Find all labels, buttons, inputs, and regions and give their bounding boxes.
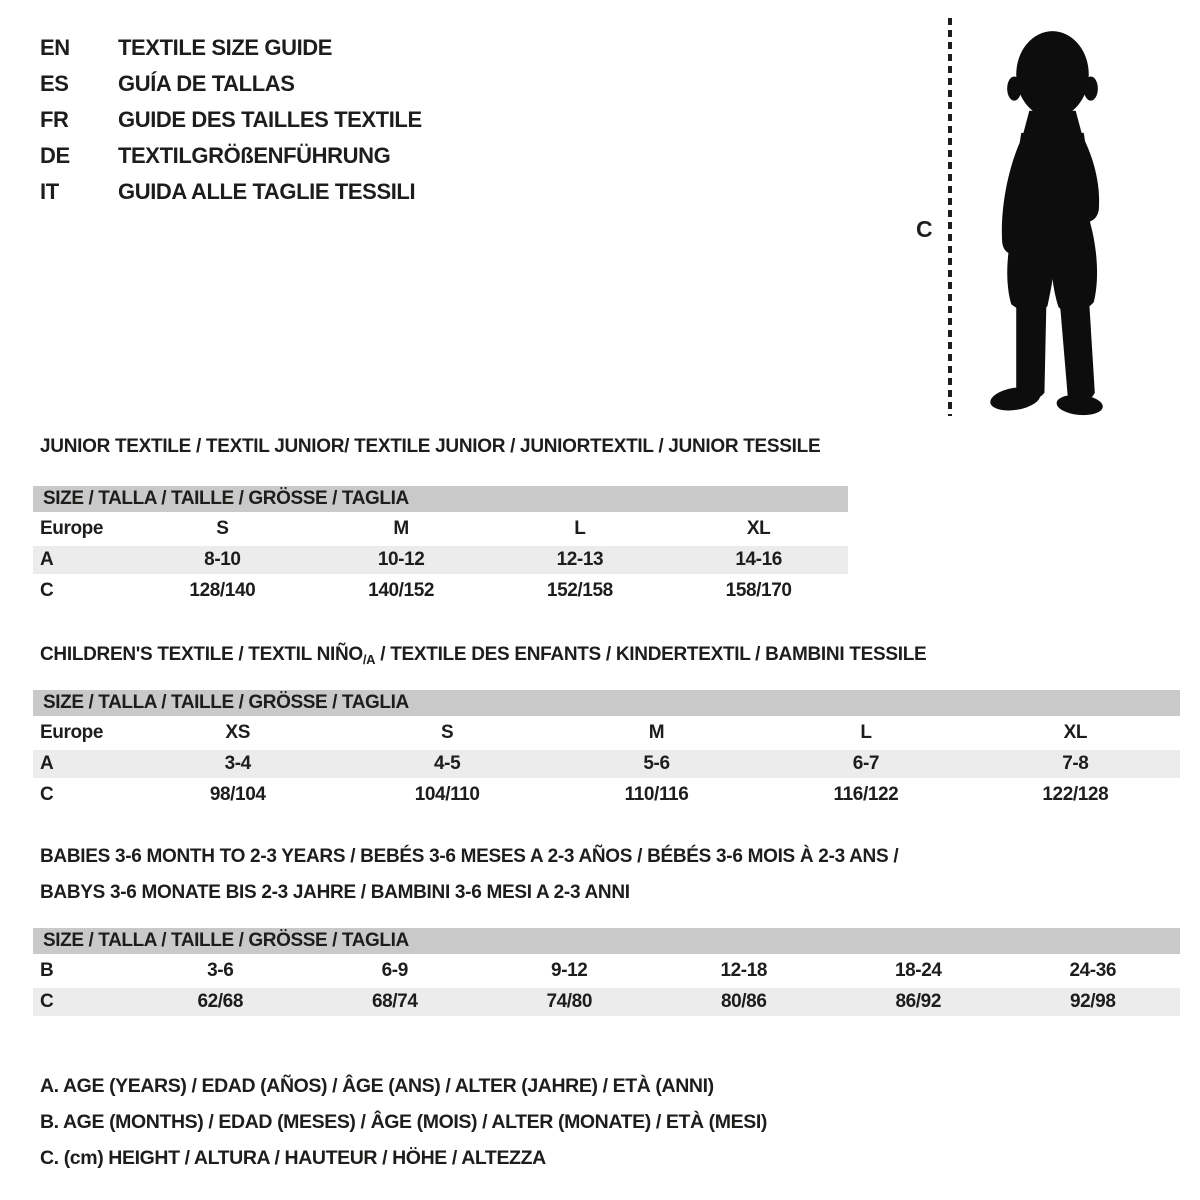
size-cell: XL bbox=[1063, 722, 1088, 743]
height-cell: 74/80 bbox=[546, 991, 593, 1012]
language-row-de bbox=[40, 138, 422, 174]
size-header-bar: SIZE / TALLA / TAILLE / GRÖSSE / TAGLIA bbox=[33, 486, 848, 512]
age-cell: 5-6 bbox=[643, 753, 670, 774]
legend-age-months: B. AGE (MONTHS) / EDAD (MESES) / ÂGE (MOIS) / ALTER (MONATE) / ETÀ (MESI) bbox=[40, 1110, 767, 1133]
legend-age-years: A. AGE (YEARS) / EDAD (AÑOS) / ÂGE (ANS) / ALTER (JAHRE) / ETÀ (ANNI) bbox=[40, 1074, 714, 1097]
age-cell: 8-10 bbox=[204, 549, 241, 570]
height-cell: 116/122 bbox=[833, 784, 899, 805]
language-code: ES bbox=[40, 71, 69, 96]
table-row-age-years bbox=[33, 546, 848, 574]
row-label: C bbox=[40, 784, 54, 805]
size-cell: XL bbox=[746, 518, 771, 539]
language-row-es bbox=[40, 66, 422, 102]
children-section-title bbox=[40, 644, 926, 667]
height-cell: 86/92 bbox=[895, 991, 942, 1012]
table-row-height-cm bbox=[33, 781, 1180, 809]
junior-section-title: JUNIOR TEXTILE / TEXTIL JUNIOR/ TEXTILE JUNIOR / JUNIORTEXTIL / JUNIOR TESSILE bbox=[40, 436, 821, 457]
height-cell: 110/116 bbox=[624, 784, 689, 805]
junior-size-table bbox=[33, 486, 848, 605]
age-cell: 6-7 bbox=[852, 753, 880, 774]
language-code: DE bbox=[40, 143, 70, 168]
language-title-list bbox=[40, 30, 422, 210]
height-cell: 104/110 bbox=[414, 784, 480, 805]
size-cell: M bbox=[648, 722, 665, 743]
table-row-age-years bbox=[33, 750, 1180, 778]
guide-title-fr: GUIDE DES TAILLES TEXTILE bbox=[118, 107, 422, 132]
row-label: C bbox=[40, 991, 54, 1012]
children-title-pre: CHILDREN'S TEXTILE / TEXTIL NIÑO bbox=[40, 644, 363, 665]
age-cell: 3-4 bbox=[224, 753, 251, 774]
guide-title-en: TEXTILE SIZE GUIDE bbox=[118, 35, 333, 60]
age-cell: 12-18 bbox=[720, 960, 768, 981]
height-cell: 98/104 bbox=[209, 784, 266, 805]
age-cell: 3-6 bbox=[207, 960, 234, 981]
language-code: FR bbox=[40, 107, 69, 132]
guide-title-it: GUIDA ALLE TAGLIE TESSILI bbox=[118, 179, 416, 204]
babies-size-table bbox=[33, 928, 1180, 1016]
size-cell: S bbox=[440, 722, 454, 743]
babies-section-title-line2: BABYS 3-6 MONATE BIS 2-3 JAHRE / BAMBINI 3-6 MESI A 2-3 ANNI bbox=[40, 882, 630, 903]
age-cell: 6-9 bbox=[381, 960, 408, 981]
size-header-bar: SIZE / TALLA / TAILLE / GRÖSSE / TAGLIA bbox=[33, 928, 1180, 954]
children-title-post: / TEXTILE DES ENFANTS / KINDERTEXTIL / BAMBINI TESSILE bbox=[375, 644, 927, 665]
height-measure-label: C bbox=[916, 216, 933, 242]
height-cell: 128/140 bbox=[189, 580, 256, 601]
language-row-en bbox=[40, 30, 422, 66]
size-cell: L bbox=[860, 722, 872, 743]
row-label: A bbox=[40, 549, 54, 570]
age-cell: 7-8 bbox=[1062, 753, 1089, 774]
height-cell: 92/98 bbox=[1069, 991, 1116, 1012]
height-cell: 62/68 bbox=[197, 991, 244, 1012]
row-label: B bbox=[40, 960, 54, 981]
height-cell: 122/128 bbox=[1042, 784, 1109, 805]
children-size-table bbox=[33, 690, 1180, 809]
height-cell: 152/158 bbox=[546, 580, 613, 601]
size-header-bar: SIZE / TALLA / TAILLE / GRÖSSE / TAGLIA bbox=[33, 690, 1180, 716]
height-cell: 158/170 bbox=[725, 580, 792, 601]
age-cell: 4-5 bbox=[433, 753, 461, 774]
table-row-age-months bbox=[33, 957, 1180, 985]
height-cell: 68/74 bbox=[371, 991, 418, 1012]
guide-title-de: TEXTILGRÖßENFÜHRUNG bbox=[118, 143, 391, 168]
language-code: EN bbox=[40, 35, 70, 60]
size-cell: XS bbox=[225, 722, 250, 743]
size-cell: M bbox=[393, 518, 409, 539]
measurement-legend bbox=[40, 1068, 767, 1176]
height-cell: 80/86 bbox=[720, 991, 767, 1012]
babies-section-title-line1: BABIES 3-6 MONTH TO 2-3 YEARS / BEBÉS 3-6 MESES A 2-3 AÑOS / BÉBÉS 3-6 MOIS À 2-3 ANS / bbox=[40, 846, 899, 867]
row-label: C bbox=[40, 580, 54, 601]
table-row-height-cm bbox=[33, 988, 1180, 1016]
age-cell: 9-12 bbox=[551, 960, 588, 981]
guide-title-es: GUÍA DE TALLAS bbox=[118, 71, 295, 96]
table-row-europe bbox=[33, 719, 1180, 747]
table-row-europe bbox=[33, 515, 848, 543]
size-cell: S bbox=[216, 518, 229, 539]
table-row-height-cm bbox=[33, 577, 848, 605]
age-cell: 18-24 bbox=[894, 960, 942, 981]
language-row-fr bbox=[40, 102, 422, 138]
row-label: Europe bbox=[40, 518, 104, 539]
row-label: A bbox=[40, 753, 54, 774]
age-cell: 10-12 bbox=[377, 549, 425, 570]
height-cell: 140/152 bbox=[368, 580, 435, 601]
age-cell: 24-36 bbox=[1069, 960, 1117, 981]
toddler-silhouette-image bbox=[965, 12, 1140, 420]
language-code: IT bbox=[40, 179, 59, 204]
height-measure-dashed-line bbox=[948, 18, 952, 416]
row-label: Europe bbox=[40, 722, 104, 743]
age-cell: 12-13 bbox=[556, 549, 604, 570]
size-cell: L bbox=[574, 518, 586, 539]
legend-height-cm: C. (cm) HEIGHT / ALTURA / HAUTEUR / HÖHE / ALTEZZA bbox=[40, 1146, 546, 1169]
age-cell: 14-16 bbox=[735, 549, 782, 570]
children-title-sub: /A bbox=[362, 652, 376, 667]
language-row-it bbox=[40, 174, 422, 210]
